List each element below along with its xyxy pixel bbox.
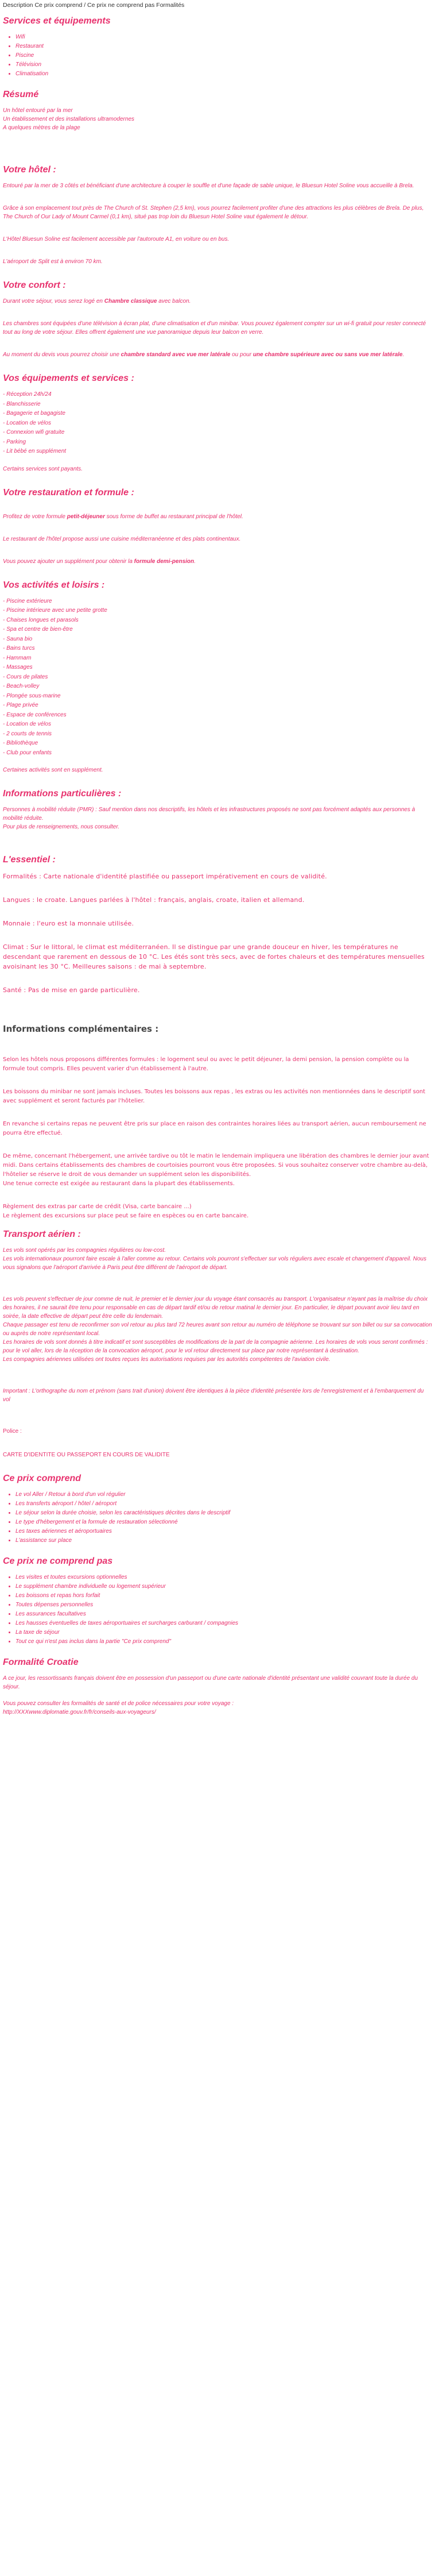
list-item: • Le type d'hébergement et la formule de restauration sélectionné — [15, 1518, 432, 1527]
list-item: - Location de vélos — [3, 721, 51, 727]
list-item: • Piscine — [15, 51, 432, 60]
transport-title: Transport aérien : — [3, 1229, 81, 1239]
hotel-title: Votre hôtel : — [3, 165, 56, 175]
complementaires-paragraph: Selon les hôtels nous proposons différentes formules : le logement seul ou avec le petit déjeuner, la demi pension, la pension complète ou la formule tout compris. Elles peuvent varier d'un établissement à l'autre. — [3, 1056, 409, 1072]
list-item: - Espace de conférences — [3, 711, 67, 718]
particularites-line: Pour plus de renseignements, nous consulter. — [3, 824, 120, 830]
list-item: - Blanchisserie — [3, 400, 41, 407]
transport-line: Les vols sont opérés par les compagnies régulières ou low-cost. — [3, 1247, 166, 1254]
police-label: Police : — [3, 1428, 22, 1434]
list-item: - Bagagerie et bagagiste — [3, 410, 65, 417]
transport-line: Les horaires de vols sont donnés à titre indicatif et sont susceptibles de modifications de la part de la compagnie aérienne. Les horaires de vols vous seront confirmés : pour le vol aller, lors de la réception de la convocation aéroport, pour le vol retour directement sur place par notre représentant à destination. — [3, 1339, 428, 1354]
list-item: • Le séjour selon la durée choisie, selon les caractéristiques décrites dans le descriptif — [15, 1509, 432, 1518]
resume-line: A quelques mètres de la plage — [3, 125, 80, 131]
list-item: - Réception 24h/24 — [3, 391, 52, 398]
equipements-list — [3, 390, 432, 457]
essentiel-paragraph: Formalités : Carte nationale d'identité plastifiée ou passeport impérativement en cours de validité. — [3, 873, 327, 880]
comprend-title: Ce prix comprend — [3, 1473, 81, 1483]
restauration-paragraph: Le restaurant de l'hôtel propose aussi une cuisine méditerranéenne et des plats continentaux. — [3, 535, 241, 542]
list-item: • Les taxes aériennes et aéroportuaires — [15, 1527, 432, 1536]
list-item: • Les assurances facultatives — [15, 1610, 432, 1619]
complementaires-title: Informations complémentaires : — [3, 1024, 159, 1034]
complementaires-paragraph: En revanche si certains repas ne peuvent être pris sur place en raison des contraintes horaires liées au transport aérien, aucun remboursement ne pourra être effectué. — [3, 1120, 426, 1136]
list-item: - Sauna bio — [3, 635, 33, 642]
transport-line: Chaque passager est tenu de reconfirmer son vol retour au plus tard 72 heures avant son retour au numéro de téléphone se trouvant sur son billet ou sur sa convocation ou auprès de notre représentant local. — [3, 1321, 432, 1337]
transport-line: Les vols peuvent s'effectuer de jour comme de nuit, le premier et le dernier jour du voyage étant consacrés au transport. L'organisateur n'ayant pas la maîtrise du choix des horaires, il ne saurait être tenu pour responsable en cas de départ tardif et/ou de retour matinal le dernier jour. En particulier, le départ pouvant avoir lieu tard en soirée, la date effective de départ peut être celle du lendemain. — [3, 1295, 428, 1320]
restauration-title: Votre restauration et formule : — [3, 487, 134, 498]
list-item: • Climatisation — [15, 70, 432, 79]
list-item: - Bains turcs — [3, 645, 35, 651]
list-item: - 2 courts de tennis — [3, 730, 52, 737]
formalite-link[interactable]: http://XXXwww.diplomatie.gouv.fr/fr/conseils-aux-voyageurs/ — [3, 1709, 156, 1715]
essentiel-paragraph: Monnaie : l'euro est la monnaie utilisée. — [3, 920, 134, 927]
list-item: - Bibliothèque — [3, 740, 38, 746]
activites-note: Certaines activités sont en supplément. — [3, 767, 103, 773]
list-item: • Télévision — [15, 60, 432, 70]
particularites-line: Personnes à mobilité réduite (PMR) : Sauf mention dans nos descriptifs, les hôtels et les infrastructures proposés ne sont pas forcément adaptés aux personnes à mobilité réduite. — [3, 807, 415, 822]
list-item: • Les hausses éventuelles de taxes aéroportuaires et surcharges carburant / compagnies — [15, 1619, 432, 1628]
list-item: • Tout ce qui n'est pas inclus dans la partie "Ce prix comprend" — [15, 1637, 432, 1646]
list-item: • Restaurant — [15, 42, 432, 51]
resume-line: Un hôtel entouré par la mer — [3, 107, 73, 114]
services-list — [3, 33, 432, 79]
list-item: • Toutes dépenses personnelles — [15, 1601, 432, 1610]
particularites-title: Informations particulières : — [3, 789, 122, 799]
hotel-paragraph: L'Hôtel Bluesun Soline est facilement accessible par l'autoroute A1, en voiture ou en bus. — [3, 236, 230, 242]
necomprend-list — [3, 1573, 432, 1646]
transport-important: Important : L'orthographe du nom et prénom (sans trait d'union) doivent être identiques à la pièce d'identité présentée lors de l'enregistrement et à l'embarquement du vol — [3, 1387, 424, 1403]
list-item: - Lit bébé en supplément — [3, 448, 67, 454]
complementaires-section — [3, 1024, 432, 1221]
comprend-list — [3, 1490, 432, 1545]
confort-paragraph: Au moment du devis vous pourrez choisir une chambre standard avec vue mer latérale ou pour une chambre supérieure avec ou sans vue mer latérale. — [3, 352, 405, 358]
list-item: • Les boissons et repas hors forfait — [15, 1591, 432, 1601]
list-item: - Beach-volley — [3, 683, 40, 689]
equipements-note: Certains services sont payants. — [3, 465, 83, 472]
list-item: - Hammam — [3, 654, 32, 661]
services-title: Services et équipements — [3, 16, 111, 26]
list-item: - Plongée sous-marine — [3, 692, 61, 699]
police-value: CARTE D'IDENTITE OU PASSEPORT EN COURS DE VALIDITE — [3, 1451, 170, 1458]
hotel-paragraph: L'aéroport de Split est à environ 70 km. — [3, 259, 103, 265]
restauration-paragraph: Vous pouvez ajouter un supplément pour obtenir la formule demi-pension. — [3, 558, 196, 565]
formalite-paragraph: Vous pouvez consulter les formalités de santé et de police nécessaires pour votre voyage : — [3, 1700, 234, 1707]
formalite-title: Formalité Croatie — [3, 1657, 79, 1667]
confort-title: Votre confort : — [3, 280, 66, 290]
list-item: • Le supplément chambre individuelle ou logement supérieur — [15, 1582, 432, 1591]
list-item: - Plage privée — [3, 702, 38, 708]
confort-paragraph: Durant votre séjour, vous serez logé en Chambre classique avec balcon. — [3, 298, 191, 304]
complementaires-paragraph: Une tenue correcte est exigée au restaurant dans la plupart des établissements. — [3, 1180, 235, 1187]
resume-title: Résumé — [3, 90, 39, 99]
restauration-paragraph: Profitez de votre formule petit-déjeuner sous forme de buffet au restaurant principal de l'hôtel. — [3, 513, 243, 520]
essentiel-paragraph: Langues : le croate. Langues parlées à l'hôtel : français, anglais, croate, italien et allemand. — [3, 896, 305, 904]
list-item: • Le vol Aller / Retour à bord d'un vol régulier — [15, 1490, 432, 1499]
activites-title: Vos activités et loisirs : — [3, 580, 105, 590]
list-item: - Spa et centre de bien-être — [3, 626, 73, 633]
hotel-paragraph: Grâce à son emplacement tout près de The Church of St. Stephen (2,5 km), vous pourrez facilement profiter d'une des attractions les plus célèbres de Brela. De plus, The Church of Our Lady of Mount Carmel (0,1 km), situé pas trop loin du Bluesun Hotel Soline vaut également le détour. — [3, 205, 424, 220]
list-item: - Parking — [3, 438, 26, 445]
list-item: - Location de vélos — [3, 419, 51, 426]
confort-paragraph: Les chambres sont équipées d'une télévision à écran plat, d'une climatisation et d'un minibar. Vous pouvez également compter sur un wi-fi gratuit pour rester connecté tout au long de votre séjour. Elles offrent également une vue panoramique depuis leur balcon en verre. — [3, 321, 426, 336]
list-item: - Club pour enfants — [3, 749, 52, 756]
list-item: • Les transferts aéroport / hôtel / aéroport — [15, 1499, 432, 1509]
page-tabs-line: Description Ce prix comprend / Ce prix ne comprend pas Formalités — [3, 2, 185, 9]
essentiel-title: L'essentiel : — [3, 855, 56, 865]
list-item: • L'assistance sur place — [15, 1536, 432, 1545]
formalite-paragraph: A ce jour, les ressortissants français doivent être en possession d'un passeport ou d'une carte nationale d'identité présentant une validité couvrant toute la durée du séjour. — [3, 1675, 418, 1690]
complementaires-paragraph: Le règlement des excursions sur place peut se faire en espèces ou en carte bancaire. — [3, 1212, 249, 1219]
complementaires-paragraph: Les boissons du minibar ne sont jamais incluses. Toutes les boissons aux repas , les extras ou les activités non mentionnées dans le descriptif sont avec supplément et seront facturés par l'hôtelier. — [3, 1088, 426, 1104]
resume-line: Un établissement et des installations ultramodernes — [3, 116, 135, 122]
transport-line: Les compagnies aériennes utilisées ont toutes reçues les autorisations requises par les autorités compétentes de l'aviation civile. — [3, 1356, 331, 1363]
essentiel-paragraph: Climat : Sur le littoral, le climat est méditerranéen. Il se distingue par une grande douceur en hiver, les températures ne descendant que rarement en dessous de 10 °C. Les étés sont très secs, avec de fortes chaleurs et des températures mensuelles avoisinant les 30 °C. Meilleures saisons : de mai à septembre. — [3, 943, 425, 970]
list-item: - Cours de pilates — [3, 673, 48, 680]
complementaires-paragraph: Règlement des extras par carte de crédit (Visa, carte bancaire ...) — [3, 1203, 192, 1210]
essentiel-paragraph: Santé : Pas de mise en garde particulière. — [3, 986, 140, 994]
equipements-title: Vos équipements et services : — [3, 373, 134, 383]
necomprend-title: Ce prix ne comprend pas — [3, 1556, 113, 1566]
list-item: • Wifi — [15, 33, 432, 42]
list-item: - Piscine extérieure — [3, 597, 52, 604]
list-item: - Chaises longues et parasols — [3, 616, 79, 623]
transport-line: Les vols internationaux pourront faire escale à l'aller comme au retour. Certains vols pourront s'effectuer sur vols réguliers avec escale et changement d'appareil. Nous vous signalons que l'aéroport d'arrivée à Paris peut être différent de l'aéroport de départ. — [3, 1255, 426, 1271]
list-item: - Massages — [3, 664, 33, 670]
complementaires-paragraph: De même, concernant l'hébergement, une arrivée tardive ou tôt le matin le lendemain impliquera une libération des chambres le dernier jour avant midi. Dans certains établissements des chambres de courtoisies pourront vous être proposées. Si vous souhaitez conserver votre chambre au-delà, l'hôtelier se réserve le droit de vous demander un supplément selon les disponibilités. — [3, 1152, 429, 1178]
list-item: - Piscine intérieure avec une petite grotte — [3, 607, 107, 614]
hotel-paragraph: Entouré par la mer de 3 côtés et bénéficiant d'une architecture à couper le souffle et d'une façade de sable unique, le Bluesun Hotel Soline vous accueille à Brela. — [3, 183, 414, 189]
list-item: - Connexion wifi gratuite — [3, 429, 65, 435]
list-item: • Les visites et toutes excursions optionnelles — [15, 1573, 432, 1582]
activites-list — [3, 597, 432, 758]
list-item: • La taxe de séjour — [15, 1628, 432, 1637]
